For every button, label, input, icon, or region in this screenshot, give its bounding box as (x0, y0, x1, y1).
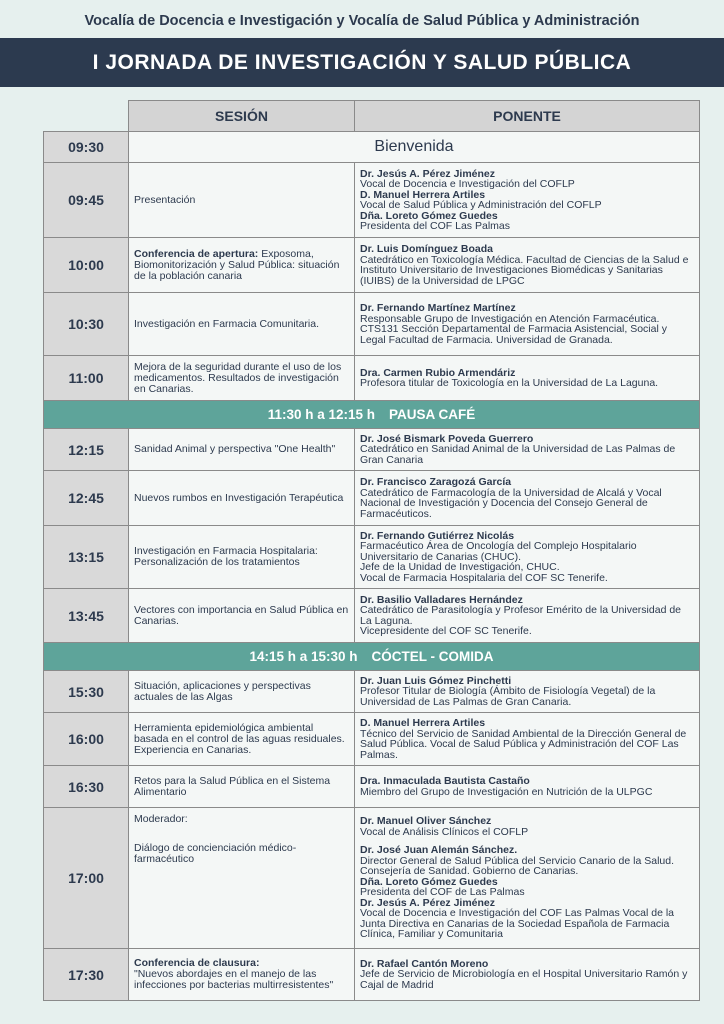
table-row (44, 589, 700, 643)
break-cell (44, 643, 700, 671)
speaker-role: Director General de Salud Pública del Servicio Canario de la Salud. Consejería de Sanidad. Gobierno de Canarias. (360, 854, 675, 878)
event-title: I JORNADA DE INVESTIGACIÓN Y SALUD PÚBLICA (0, 38, 724, 87)
table-header-row (44, 101, 700, 132)
speaker-role: Catedrático en Toxicología Médica. Facultad de Ciencias de la Salud e Instituto Universitario de Investigaciones Biomédicas y Sanitarias (IUIBS) de la Universidad de LPGC (360, 253, 689, 287)
row-time: 10:00 (44, 238, 129, 293)
speaker-role: Jefe de Servicio de Microbiología en el Hospital Universitario Ramón y Cajal de Madrid (360, 968, 688, 991)
speaker-role: Catedrático en Sanidad Animal de la Universidad de Las Palmas de Gran Canaria (360, 443, 676, 466)
speaker-cell (355, 238, 700, 293)
speaker-role: Vocal de Salud Pública y Administración del COFLP (360, 199, 602, 211)
table-row (44, 671, 700, 713)
session-label: Conferencia de clausura: (134, 957, 260, 969)
speaker-cell (355, 526, 700, 589)
session-title: Investigación en Farmacia Comunitaria. (129, 293, 355, 356)
session-text: Diálogo de concienciación médico-farmacéutico (134, 842, 297, 865)
speaker-role: Vocal de Farmacia Hospitalaria del COF SC Tenerife. (360, 571, 608, 584)
speaker-name: Dña. Loreto Gómez Guedes (360, 209, 498, 222)
organizer-heading: Vocalía de Docencia e Investigación y Vocalía de Salud Pública y Administración (84, 13, 640, 29)
break-time: 14:15 h a 15:30 h (249, 649, 358, 664)
column-header-speaker: PONENTE (355, 101, 700, 132)
session-title (129, 808, 355, 949)
speaker-name: Dr. José Bismark Poveda Guerrero (360, 432, 534, 445)
table-row (44, 163, 700, 238)
moderator-label: Moderador: (134, 813, 188, 825)
row-time: 17:00 (44, 808, 129, 949)
row-time: 13:15 (44, 526, 129, 589)
row-time: 16:00 (44, 713, 129, 766)
session-title: Retos para la Salud Pública en el Sistema Alimentario (129, 766, 355, 808)
session-text: "Nuevos abordajes en el manejo de las infecciones por bacterias multirresistentes" (134, 968, 334, 991)
table-row (44, 526, 700, 589)
row-time: 09:45 (44, 163, 129, 238)
row-time: 12:45 (44, 471, 129, 526)
break-label: PAUSA CAFÉ (389, 407, 476, 422)
session-label: Conferencia de apertura: (134, 247, 259, 260)
session-text: Exposoma, Biomonitorización y Salud Pública: situación de la población canaria (134, 247, 340, 282)
schedule-table (43, 100, 700, 1001)
speaker-name: Dr. Manuel Oliver Sánchez (360, 815, 492, 828)
speaker-role: Jefe de la Unidad de Investigación, CHUC. (360, 561, 560, 574)
row-time: 13:45 (44, 589, 129, 643)
speaker-role: Técnico del Servicio de Sanidad Ambiental de la Dirección General de Salud Pública. Vocal de Salud Pública y Administración del COF Las Palmas. (360, 727, 687, 761)
speaker-name: Dr. Fernando Gutiérrez Nicolás (360, 529, 515, 542)
table-row (44, 949, 700, 1001)
break-cell (44, 401, 700, 429)
row-time: 16:30 (44, 766, 129, 808)
speaker-name: Dr. Basilio Valladares Hernández (360, 593, 523, 606)
speaker-cell (355, 471, 700, 526)
break-row (44, 643, 700, 671)
speaker-role: Profesora titular de Toxicología en la Universidad de La Laguna. (360, 377, 659, 389)
speaker-name: Dra. Inmaculada Bautista Castaño (360, 775, 530, 787)
speaker-role: Catedrático de Parasitología y Profesor Emérito de la Universidad de La Laguna. (360, 604, 681, 627)
speaker-name: Dr. Jesús A. Pérez Jiménez (360, 896, 496, 909)
speaker-name: Dr. Rafael Cantón Moreno (360, 957, 489, 970)
row-time: 17:30 (44, 949, 129, 1001)
speaker-role: Profesor Titular de Biología (Ámbito de Fisiología Vegetal) de la Universidad de Las Palmas de Gran Canaria. (360, 685, 656, 708)
speaker-name: Dr. Jesús A. Pérez Jiménez (360, 167, 496, 180)
speaker-role: Responsable Grupo de Investigación en Atención Farmacéutica. CTS131 Sección Departamental de Farmacia Asistencial, Social y Legal Facultad de Farmacia. Universidad de Granada. (360, 312, 667, 346)
row-time: 12:15 (44, 429, 129, 471)
speaker-name: Dr. Juan Luis Gómez Pinchetti (360, 674, 512, 687)
welcome-cell: Bienvenida (129, 132, 700, 163)
row-time: 11:00 (44, 356, 129, 401)
speaker-role: Presidenta del COF Las Palmas (360, 220, 510, 232)
session-title (129, 238, 355, 293)
speaker-name: Dña. Loreto Gómez Guedes (360, 875, 498, 888)
speaker-cell (355, 163, 700, 238)
session-title (129, 949, 355, 1001)
table-row (44, 356, 700, 401)
session-title: Sanidad Animal y perspectiva "One Health" (129, 429, 355, 471)
speaker-cell (355, 429, 700, 471)
speaker-role: Catedrático de Farmacología de la Universidad de Alcalá y Vocal Nacional de Investigación y Docencia del Consejo General de Farmacéuticos. (360, 486, 662, 520)
speaker-role: Farmacéutico Área de Oncología del Complejo Hospitalario Universitario de Canarias (CHUC). (360, 540, 637, 563)
speaker-name: D. Manuel Herrera Artiles (360, 717, 486, 729)
speaker-role: Vocal de Análisis Clínicos el COFLP (360, 825, 529, 838)
table-row (44, 808, 700, 949)
table-row (44, 238, 700, 293)
row-time: 15:30 (44, 671, 129, 713)
speaker-cell (355, 766, 700, 808)
table-row (44, 293, 700, 356)
speaker-name: Dr. Francisco Zaragozá García (360, 476, 512, 488)
speaker-cell (355, 808, 700, 949)
speaker-role: Presidenta del COF de Las Palmas (360, 886, 525, 899)
session-title: Situación, aplicaciones y perspectivas actuales de las Algas (129, 671, 355, 713)
table-row (44, 766, 700, 808)
session-title: Investigación en Farmacia Hospitalaria: Personalización de los tratamientos (129, 526, 355, 589)
table-row (44, 713, 700, 766)
speaker-name: Dr. Fernando Martínez Martínez (360, 302, 516, 314)
session-title: Vectores con importancia en Salud Pública en Canarias. (129, 589, 355, 643)
session-title: Nuevos rumbos en Investigación Terapéutica (129, 471, 355, 526)
row-time: 10:30 (44, 293, 129, 356)
speaker-cell (355, 589, 700, 643)
table-row (44, 471, 700, 526)
speaker-cell (355, 293, 700, 356)
header-blank-cell (44, 101, 129, 132)
table-row (44, 132, 700, 163)
break-time: 11:30 h a 12:15 h (267, 407, 376, 422)
speaker-cell (355, 671, 700, 713)
speaker-name: D. Manuel Herrera Artiles (360, 188, 486, 201)
speaker-name: Dra. Carmen Rubio Armendáriz (360, 366, 516, 379)
row-time: 09:30 (44, 132, 129, 163)
speaker-name: Dr. Luis Domínguez Boada (360, 243, 494, 255)
speaker-role: Vocal de Docencia e Investigación del COFLP (360, 178, 575, 190)
speaker-cell (355, 713, 700, 766)
speaker-cell (355, 356, 700, 401)
break-row (44, 401, 700, 429)
speaker-role: Vicepresidente del COF SC Tenerife. (360, 625, 532, 637)
speaker-role: Miembro del Grupo de Investigación en Nutrición de la ULPGC (360, 785, 653, 798)
speaker-cell (355, 949, 700, 1001)
session-title: Presentación (129, 163, 355, 238)
speaker-name: Dr. José Juan Alemán Sánchez. (360, 844, 518, 857)
table-row (44, 429, 700, 471)
speaker-role: Vocal de Docencia e Investigación del COF Las Palmas Vocal de la Junta Directiva en Canarias de la Sociedad Española de Farmacia Clínica, Familiar y Comunitaria (360, 907, 675, 941)
column-header-session: SESIÓN (129, 101, 355, 132)
session-title: Mejora de la seguridad durante el uso de los medicamentos. Resultados de investigación en Canarias. (129, 356, 355, 401)
session-title: Herramienta epidemiológica ambiental basada en el control de las aguas residuales. Experiencia en Canarias. (129, 713, 355, 766)
break-label: CÓCTEL - COMIDA (371, 649, 494, 664)
